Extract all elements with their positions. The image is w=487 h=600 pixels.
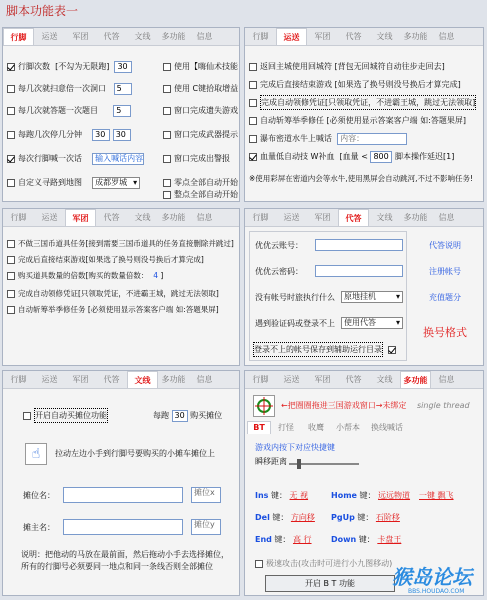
walk-count-checkbox[interactable]	[7, 63, 15, 71]
auto-voucher-label: 完成自动领修凭证[只领取凭证，不进霸王城，跳过无法领取]	[18, 289, 219, 298]
panel-text-line	[2, 370, 240, 596]
teleport-distance-slider[interactable]	[289, 463, 359, 465]
end-game-checkbox[interactable]	[7, 256, 15, 264]
no-account-select[interactable]: 原地挂机 ▾	[341, 291, 403, 303]
right-option-2: 使用 C键拾取增益	[174, 84, 239, 93]
tab-bar	[245, 28, 483, 46]
return-city-checkbox[interactable]	[249, 63, 257, 71]
walk-hint: [不勾为无限跑]	[55, 62, 110, 71]
tab-transport[interactable]: 运送	[283, 213, 300, 222]
tab-walk[interactable]: 行脚	[10, 213, 27, 222]
tab-info[interactable]: 信息	[438, 375, 455, 384]
tab-text-line[interactable]: 文线	[376, 32, 393, 41]
tab-legion[interactable]: 军团	[72, 32, 89, 41]
action-ignore[interactable]: 无 视	[289, 491, 309, 500]
tab-multi[interactable]: 多功能	[403, 213, 428, 222]
tab-info[interactable]: 信息	[196, 213, 213, 222]
panel-answer	[244, 208, 484, 366]
skip-coin-label: 不做三国币道具任务[接到需要三国币道具的任务直接删除并跳过]	[18, 239, 234, 248]
subtab-small-gang[interactable]: 小帮本	[336, 423, 360, 432]
teleport-distance-label: 瞬移距离	[255, 457, 287, 466]
tab-multi[interactable]: 多功能	[161, 32, 186, 41]
tab-bar	[3, 28, 239, 46]
tab-transport[interactable]: 运送	[276, 28, 307, 45]
key-home: Home	[331, 491, 357, 500]
stop-checkbox[interactable]	[7, 131, 15, 139]
sweep-label: 每几次就扫意倍一次洞口	[18, 84, 106, 93]
captcha-select[interactable]: 使用代答 ▾	[341, 317, 403, 329]
save-failed-label: 登录不上的帐号保存到辅助运行目录	[253, 342, 383, 357]
right-option-3-checkbox[interactable]	[163, 107, 171, 115]
auto-task-label: 自动斩筹举季修任 [必须使用显示答案客户端 如:答题果屏]	[260, 116, 467, 125]
tab-text-line[interactable]: 文线	[376, 213, 393, 222]
tab-walk[interactable]: 行脚	[252, 375, 269, 384]
hp-label: [血量 <	[339, 152, 368, 161]
stall-note: 说明：把他动的马放在最前面，然后拖动小手去选择摊位，所有的行脚号必须要同一地点和同一条线否则全部摊位	[21, 550, 229, 571]
low-hp-label: 血量低自动技 W补血	[260, 152, 335, 161]
auto-task-checkbox[interactable]	[249, 117, 257, 125]
subtab-fight[interactable]: 打怪	[278, 423, 294, 432]
captcha-label: 遇到验证码或登录不上	[255, 319, 335, 328]
key-ins: Ins	[255, 491, 269, 500]
sweep-checkbox[interactable]	[7, 85, 15, 93]
low-hp-checkbox[interactable]	[249, 153, 257, 161]
tab-bar	[3, 371, 239, 389]
watermark-url: BBS.HOUDAO.COM	[408, 588, 465, 595]
owner-name-input[interactable]	[63, 519, 183, 535]
tab-text-line[interactable]: 文线	[134, 213, 151, 222]
end-game-checkbox[interactable]	[249, 81, 257, 89]
answer-checkbox[interactable]	[7, 107, 15, 115]
key-end: End	[255, 535, 272, 544]
auto-task-checkbox[interactable]	[7, 306, 15, 314]
end-game-label: 完成后直接结束游戏 [如果选了换号则没号换后才算完成]	[260, 80, 461, 89]
shout-input[interactable]: 输入喊话内容	[92, 153, 144, 165]
key-down: Down	[331, 535, 357, 544]
forum-watermark	[392, 566, 484, 596]
tab-text-line[interactable]: 文线	[127, 371, 158, 388]
panel-multi: 行脚 运送 军团 代答 文线 多功能 信息 ←把圈圈拖进三国游戏窗口→未绑定 single thread BT 打怪 收鹰 小帮本 换线喊话 游戏内按下对应快捷键 瞬移距离 Ins 键： 无 视 Home 键： 远远物道 一键 飘飞 Del 键： 方向移 PgUp 键： 石阶移 End 键： 高 行 Down 键： 卡盘王 极速攻击(攻击时可进行小九图移动) 开启 B T 功能	[244, 370, 484, 596]
tab-walk[interactable]: 行脚	[10, 375, 27, 384]
tab-legion[interactable]: 军团	[314, 32, 331, 41]
action-far-item[interactable]: 远远物道	[378, 491, 411, 500]
hotkeys-title: 游戏内按下对应快捷键	[255, 443, 335, 452]
auto-stall-checkbox[interactable]	[23, 412, 31, 420]
tab-answer[interactable]: 代答	[345, 32, 362, 41]
auto-voucher-checkbox[interactable]	[7, 290, 15, 298]
tab-info[interactable]: 信息	[438, 213, 455, 222]
no-account-label: 没有帐号时旅执行什么	[255, 293, 335, 302]
action-direction[interactable]: 方向移	[290, 513, 315, 522]
tab-transport[interactable]: 运送	[283, 375, 300, 384]
right-option-2-checkbox[interactable]	[163, 85, 171, 93]
auto-stall-label: 开启自动买摊位功能	[34, 408, 108, 423]
auto-voucher-checkbox[interactable]	[249, 99, 257, 107]
custom-path-checkbox[interactable]	[7, 179, 15, 187]
watermark-text: 猴岛论坛	[392, 565, 472, 589]
tab-legion[interactable]: 军团	[72, 375, 89, 384]
tab-info[interactable]: 信息	[196, 32, 213, 41]
shout-content-input[interactable]: 内容：	[337, 133, 407, 145]
buy-multiplier-value[interactable]: 4	[153, 271, 158, 280]
walk-count-label: 行脚次数	[18, 62, 50, 71]
panel-transport	[244, 27, 484, 202]
fast-attack-checkbox[interactable]	[255, 560, 263, 568]
tab-transport[interactable]: 运送	[41, 375, 58, 384]
right-option-1: 使用【嗨仙术技能	[174, 62, 238, 71]
walk-count-input[interactable]: 30	[114, 61, 132, 73]
delay-label: 脚本操作延迟[1]	[395, 152, 455, 161]
waterfall-shout-label: 瀑布密道水牛上喊话	[260, 134, 332, 143]
buy-stall-label: 购买摊位	[190, 411, 223, 420]
drag-hint: 拉动左边小手到行脚号要购买的小摊车摊位上	[55, 449, 215, 458]
right-option-6: 零点全部自动开始	[174, 178, 238, 187]
auto-task-label: 自动斩筹举季修任务 [必须使用显示答案客户端 如:答题果屏]	[18, 305, 219, 314]
custom-map-select[interactable]: 成都罗城 ▾	[92, 177, 140, 189]
account-format-link[interactable]: 换号格式	[423, 326, 467, 339]
fast-attack-label: 极速攻击(攻击时可进行小九图移动)	[266, 559, 393, 568]
tab-walk[interactable]: 行脚	[252, 213, 269, 222]
tab-answer[interactable]: 代答	[338, 209, 369, 226]
save-failed-checkbox[interactable]	[388, 346, 396, 354]
cloud-account-input[interactable]	[315, 239, 403, 251]
hp-input[interactable]: 800	[370, 151, 392, 163]
end-game-label: 完成后直接结束游戏[如果选了换号则没号换后才算完成]	[18, 255, 204, 264]
key-pgup: PgUp	[331, 513, 355, 522]
tab-transport[interactable]: 运送	[41, 32, 58, 41]
custom-path-label: 自定义寻路到地图	[18, 178, 82, 187]
tab-answer[interactable]: 代答	[103, 213, 120, 222]
stall-name-label: 摊位名：	[23, 491, 55, 500]
tab-bar	[245, 371, 483, 389]
right-option-1-checkbox[interactable]	[163, 63, 171, 71]
register-link[interactable]: 注册帐号	[429, 267, 461, 276]
tab-legion[interactable]: 军团	[314, 213, 331, 222]
tab-walk[interactable]: 行脚	[252, 32, 269, 41]
stall-x-input[interactable]: 摊位x	[191, 487, 221, 503]
tab-walk[interactable]: 行脚	[3, 28, 34, 45]
action-stair[interactable]: 石阶移	[375, 513, 400, 522]
tab-legion[interactable]: 军团	[314, 375, 331, 384]
right-option-7: 整点全部自动开始	[174, 190, 238, 199]
bind-window-hint: ←把圈圈拖进三国游戏窗口→未绑定	[281, 401, 407, 410]
action-walk[interactable]: 高 行	[292, 535, 312, 544]
sweep-input[interactable]: 5	[114, 83, 132, 95]
tab-multi[interactable]: 多功能	[161, 375, 186, 384]
tab-multi[interactable]: 多功能	[403, 32, 428, 41]
crosshair-target-icon[interactable]	[253, 395, 275, 417]
return-city-label: 返回主城使用回城符 [背包无回城符自动往步走回去]	[260, 62, 445, 71]
tab-info[interactable]: 信息	[438, 32, 455, 41]
buy-every-input[interactable]: 30	[172, 410, 188, 422]
stall-y-input[interactable]: 摊位y	[191, 519, 221, 535]
skip-coin-checkbox[interactable]	[7, 240, 15, 248]
waterfall-shout-checkbox[interactable]	[249, 135, 257, 143]
start-bt-button[interactable]: 开启 B T 功能	[265, 575, 395, 592]
cloud-account-label: 优优云账号：	[255, 241, 303, 250]
right-option-4: 窗口完成武器提示	[174, 130, 238, 139]
tab-bar	[3, 209, 239, 227]
subtab-bt[interactable]: BT	[247, 421, 271, 434]
shout-label: 每次行脚喊一次话	[18, 154, 82, 163]
recharge-link[interactable]: 充值题分	[429, 293, 461, 302]
transport-note: ※使用彩屏在密道内会等水牛,使用黑屏会自动跳河,不过不影响任务!	[249, 174, 474, 183]
right-option-5-checkbox[interactable]	[163, 155, 171, 163]
tab-info[interactable]: 信息	[196, 375, 213, 384]
tab-bar	[245, 209, 483, 227]
thread-mode-label: single thread	[417, 401, 470, 410]
auto-voucher-label: 完成自动领修凭证[只领取凭证，不进霸王城，跳过无法领取]	[260, 95, 476, 110]
right-option-6-checkbox[interactable]	[163, 179, 171, 187]
owner-name-label: 摊主名：	[23, 523, 55, 532]
buy-every-label: 每跑	[153, 411, 169, 420]
answer-help-link[interactable]: 代答说明	[429, 241, 461, 250]
right-option-5: 窗口完成出警报	[174, 154, 230, 163]
sub-tab-bar	[247, 421, 481, 435]
panel-walk	[2, 27, 240, 202]
key-del: Del	[255, 513, 270, 522]
stop-input-2[interactable]: 30	[113, 129, 131, 141]
right-option-3: 窗口完成遗失游戏	[174, 106, 238, 115]
tab-answer[interactable]: 代答	[103, 32, 120, 41]
stop-label: 每跑几次停几分钟	[18, 130, 82, 139]
action-stuck[interactable]: 卡盘王	[377, 535, 402, 544]
drag-hand-icon[interactable]: ☝	[25, 443, 47, 465]
buy-multiplier-label: 购买道具数量的倍数[购买的数量倍数：	[18, 271, 149, 280]
tab-text-line[interactable]: 文线	[376, 375, 393, 384]
tab-answer[interactable]: 代答	[103, 375, 120, 384]
shout-checkbox[interactable]	[7, 155, 15, 163]
right-option-4-checkbox[interactable]	[163, 131, 171, 139]
stall-name-input[interactable]	[63, 487, 183, 503]
tab-legion[interactable]: 军团	[65, 209, 96, 226]
cloud-password-input[interactable]	[315, 265, 403, 277]
right-option-7-checkbox[interactable]	[163, 191, 171, 199]
answer-input[interactable]: 5	[113, 105, 131, 117]
panel-legion: 行脚 运送 军团 代答 文线 多功能 信息 不做三国币道具任务[接到需要三国币道具的任务直接删除并跳过] 完成后直接结束游戏[如果选了换号则没号换后才算完成] 购买道具数量的倍数[购买的数量倍数： 4 ] 完成自动领修凭证[只领取凭证，不进霸王城，跳过无法领取] 自动斩筹举季修任务 [必须使用显示答案客户端 如:答题果屏]	[2, 208, 240, 366]
tab-answer[interactable]: 代答	[345, 375, 362, 384]
answer-label: 每几次就答题一次题目	[18, 106, 98, 115]
tab-multi[interactable]: 多功能	[400, 371, 431, 388]
subtab-eagle[interactable]: 收鹰	[308, 423, 324, 432]
tab-text-line[interactable]: 文线	[134, 32, 151, 41]
action-fly[interactable]: 一键 飘飞	[419, 491, 454, 500]
buy-multiplier-checkbox[interactable]	[7, 272, 15, 280]
subtab-line-shout[interactable]: 换线喊话	[371, 423, 403, 432]
stop-input-1[interactable]: 30	[92, 129, 110, 141]
tab-transport[interactable]: 运送	[41, 213, 58, 222]
page-title: 脚本功能表一	[6, 4, 79, 18]
cloud-password-label: 优优云密码：	[255, 267, 303, 276]
tab-multi[interactable]: 多功能	[161, 213, 186, 222]
